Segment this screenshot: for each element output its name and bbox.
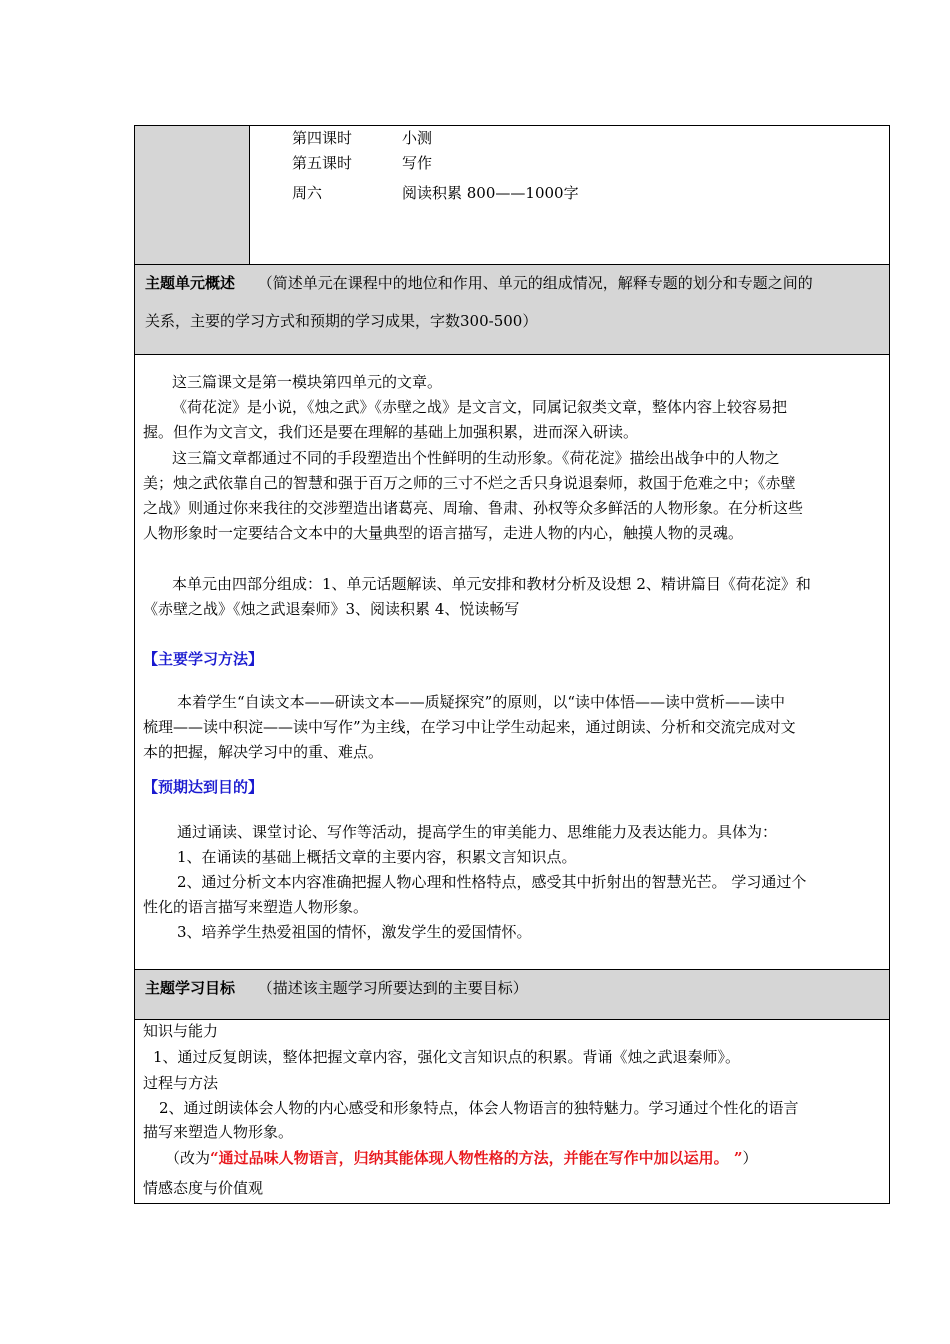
schedule-label-3: 周六 bbox=[292, 184, 323, 202]
overview-header-label: 主题单元概述 bbox=[145, 274, 236, 292]
overview-p1: 这三篇课文是第一模块第四单元的文章。 bbox=[172, 373, 443, 391]
overview-p2-line2: 握。但作为文言文，我们还是要在理解的基础上加强积累，进而深入研读。 bbox=[143, 423, 639, 441]
overview-p4-line1: 本单元由四部分组成：1、单元话题解读、单元安排和教材分析及设想 2、精讲篇目《荷花淀》和 bbox=[172, 575, 811, 593]
schedule-value-3: 阅读积累 800——1000字 bbox=[402, 184, 579, 202]
goal-item-1: 1、在诵读的基础上概括文章的主要内容，积累文言知识点。 bbox=[177, 848, 577, 866]
overview-header-desc-2: 关系，主要的学习方式和预期的学习成果，字数300-500） bbox=[145, 312, 538, 330]
overview-content bbox=[135, 355, 889, 969]
process-item-2-line2: 描写来塑造人物形象。 bbox=[143, 1123, 294, 1141]
schedule-value-2: 写作 bbox=[402, 154, 433, 172]
process-title: 过程与方法 bbox=[143, 1074, 219, 1092]
overview-p2-line1: 《荷花淀》是小说，《烛之武》《赤壁之战》是文言文，同属记叙类文章，整体内容上较容易把 bbox=[172, 398, 788, 416]
overview-p3-line2: 美；烛之武依靠自己的智慧和强于百万之师的三寸不烂之舌只身说退秦师，救国于危难之中；《赤壁 bbox=[143, 474, 796, 492]
method-title: 【主要学习方法】 bbox=[143, 650, 264, 668]
revision-note-suffix: ） bbox=[742, 1149, 758, 1167]
goal-item-2-line1: 2、通过分析文本内容准确把握人物心理和性格特点，感受其中折射出的智慧光芒。 学习通过个 bbox=[177, 873, 807, 891]
overview-p4-line2: 《赤壁之战》《烛之武退秦师》3、阅读积累 4、悦读畅写 bbox=[143, 600, 520, 618]
knowledge-title: 知识与能力 bbox=[143, 1022, 219, 1040]
method-line2: 梳理——读中积淀——读中写作”为主线，在学习中让学生动起来，通过朗读、分析和交流完成对文 bbox=[143, 718, 796, 736]
revision-note bbox=[165, 1148, 758, 1168]
method-line1: 本着学生“自读文本——研读文本——质疑探究”的原则，以“读中体悟——读中赏析——读中 bbox=[177, 693, 786, 711]
schedule-left-cell bbox=[135, 126, 250, 264]
objectives-content bbox=[135, 1020, 889, 1203]
goal-item-2-line2: 性化的语言描写来塑造人物形象。 bbox=[143, 898, 369, 916]
process-item-2-line1: 2、通过朗读体会人物的内心感受和形象特点，体会人物语言的独特魅力。学习通过个性化的语言 bbox=[159, 1099, 799, 1117]
revision-note-prefix: （改为 bbox=[165, 1149, 211, 1167]
knowledge-item-1: 1、通过反复朗读，整体把握文章内容，强化文言知识点的积累。背诵《烛之武退秦师》。 bbox=[153, 1048, 741, 1066]
objectives-header bbox=[135, 970, 889, 1019]
overview-p3-line4: 人物形象时一定要结合文本中的大量典型的语言描写，走进人物的内心，触摸人物的灵魂。 bbox=[143, 524, 744, 542]
goal-intro: 通过诵读、课堂讨论、写作等活动，提高学生的审美能力、思维能力及表达能力。具体为： bbox=[177, 823, 778, 841]
objectives-header-label: 主题学习目标 bbox=[145, 979, 236, 997]
overview-header bbox=[135, 265, 889, 354]
lesson-plan-table bbox=[134, 125, 890, 1204]
goal-title: 【预期达到目的】 bbox=[143, 778, 264, 796]
revision-note-text: “通过品味人物语言，归纳其能体现人物性格的方法，并能在写作中加以运用。 ” bbox=[210, 1149, 743, 1167]
overview-p3-line1: 这三篇文章都通过不同的手段塑造出个性鲜明的生动形象。《荷花淀》描绘出战争中的人物之 bbox=[172, 449, 780, 467]
goal-item-3: 3、培养学生热爱祖国的情怀，激发学生的爱国情怀。 bbox=[177, 923, 532, 941]
schedule-label-2: 第五课时 bbox=[292, 154, 353, 172]
schedule-label-1: 第四课时 bbox=[292, 129, 353, 147]
objectives-header-desc: （描述该主题学习所要达到的主要目标） bbox=[257, 979, 528, 997]
emotion-title: 情感态度与价值观 bbox=[143, 1179, 264, 1197]
overview-p3-line3: 之战》则通过你来我往的交涉塑造出诸葛亮、周瑜、鲁肃、孙权等众多鲜活的人物形象。在分析这些 bbox=[143, 499, 804, 517]
overview-header-desc-1: （简述单元在课程中的地位和作用、单元的组成情况，解释专题的划分和专题之间的 bbox=[257, 274, 813, 292]
schedule-value-1: 小测 bbox=[402, 129, 433, 147]
schedule-row bbox=[135, 126, 889, 264]
method-line3: 本的把握，解决学习中的重、难点。 bbox=[143, 743, 384, 761]
